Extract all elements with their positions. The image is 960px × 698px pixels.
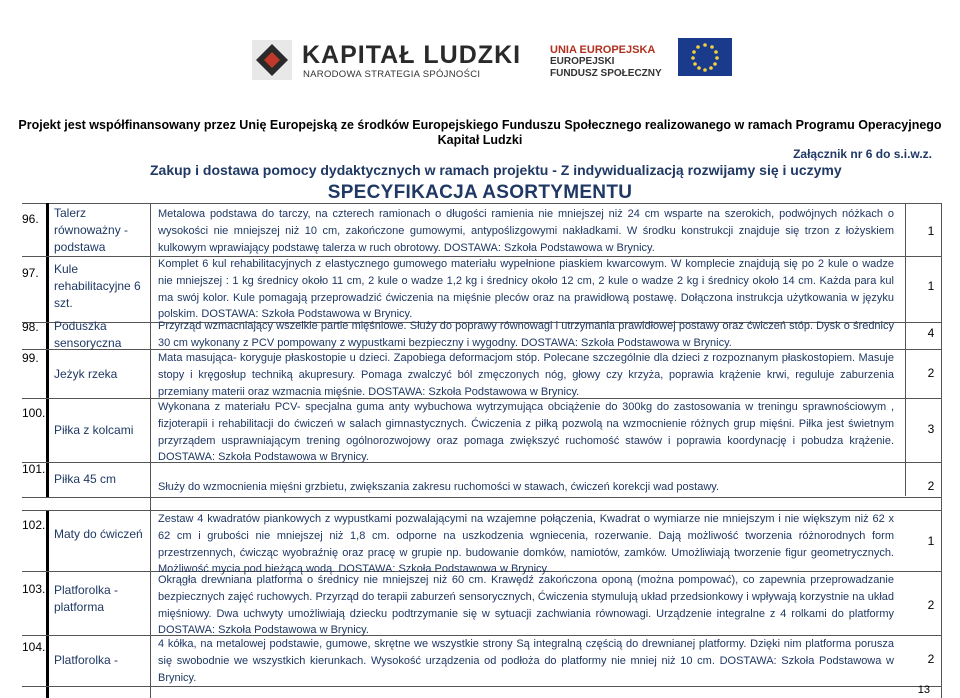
table-border-top <box>22 203 942 204</box>
table-thick-divider-lower <box>46 510 49 698</box>
row-name: Platforolka - platforma <box>54 583 119 614</box>
eu-flag-icon <box>678 38 732 76</box>
row-number: 96. <box>22 212 39 226</box>
row-quantity: 2 <box>927 598 935 612</box>
page-number: 13 <box>917 684 930 696</box>
row-name: Jeżyk rzeka <box>54 367 118 381</box>
eu-logo-text <box>550 44 662 80</box>
row-quantity: 1 <box>927 534 935 548</box>
row-description: Mata masująca- koryguje płaskostopie u dzieci. Zapobiega deformacjom stóp. Polecane szczególnie dla dzieci z rozpoznanym płaskostopiem. Masuje stopy i kręgosłup techniką akupresury. Pomaga zwalczyć ból zmęczonych nóg, głowy czy krzyża, poprawia krążenie krwi, reguluje zaburzenia przemiany materii oraz wzmacnia mięśnie. DOSTAWA: Szkoła Podstawowa w Brynicy. <box>158 352 894 398</box>
row-description: Metalowa podstawa do tarczy, na czterech ramionach o długości ramienia nie mniejszej niż 24 cm wsparte na szerokich, podwójnych nóżkach o wysokości nie mniejszej niż 10 cm, zakończone gumowymi, antypoślizgowymi nakładkami. W środku konstrukcji znajduje się trzon z łożyskiem kulkowym wprawiający podstawę talerza w ruch obrotowy. DOSTAWA: Szkoła Podstawowa w Brynicy. <box>158 208 894 254</box>
eu-line-1: UNIA EUROPEJSKA <box>550 44 656 56</box>
row-number: 104. <box>22 640 46 654</box>
kapital-ludzki-logo <box>250 38 522 83</box>
row-name: Maty do ćwiczeń <box>54 527 143 541</box>
row-description: Przyrząd wzmacniający wszelkie partie mięśniowe. Służy do poprawy równowagi i utrzymania prawidłowej postawy oraz ćwiczeń stóp. Dysk o średnicy 30 cm wykonany z PCV pompowany z wypustkami bezpieczny i wygodny. DOSTAWA: Szkoła Podstawowa w Brynicy. <box>158 320 894 349</box>
row-name: Talerz równoważny - podstawa <box>54 206 129 254</box>
row-name: Kule rehabilitacyjne 6 szt. <box>54 262 141 310</box>
eu-line-3: FUNDUSZ SPOŁECZNY <box>550 68 662 79</box>
row-number: 99. <box>22 351 39 365</box>
row-quantity: 3 <box>927 422 935 436</box>
row-name: Platforolka - <box>54 653 119 667</box>
row-number: 101. <box>22 462 46 476</box>
row-number: 100. <box>22 406 46 420</box>
row-name: Piłka z kolcami <box>54 423 134 437</box>
annex-label: Załącznik nr 6 do s.i.w.z. <box>793 147 932 161</box>
row-description: Komplet 6 kul rehabilitacyjnych z elastycznego gumowego materiału wypełnione piaskiem kwarcowym. W komplecie znajdują się po 2 kule o wadze nie mniejszej : 1 kg średnicy około 11 cm, 2 kule o wadze 1,2 kg i średnicy około 12 cm, 2 kule o wadze 2 kg i średnicy około 14 cm. Każda para kul ma swój kolor. Kule pomagają przeprowadzić ćwiczenia na mięśnie pleców oraz na prawidłową postawę. Dołączona instrukcja użytkowania w języku polskim. DOSTAWA: Szkoła Podstawowa w Brynicy. <box>158 258 894 321</box>
row-number: 97. <box>22 266 39 280</box>
row-name: Poduszka sensoryczna <box>54 319 122 350</box>
row-description: 4 kółka, na metalowej podstawie, gumowe, skrętne we wszystkie strony Są integralną częścią do drewnianej platformy. Dzięki nim platforma porusza się swobodnie we wszystkich kierunkach. Wysokość urządzenia od podłoża do platformy nie mniej niż 10 cm. DOSTAWA: Szkoła Podstawowa w Brynicy. <box>158 638 894 684</box>
row-quantity: 4 <box>927 326 935 340</box>
eu-line-2: EUROPEJSKI <box>550 56 615 67</box>
row-description: Wykonana z materiału PCV- specjalna guma anty wybuchowa wytrzymująca obciążenie do 300kg do zastosowania w treningu sprawnościowym , fizjoterapii i rehabilitacji do ćwiczeń w salach gimnastycznych. Ćwiczenia z piłką pozwolą na wzmocnienie różnych grup mięśni. Piłka jest świetnym przyrządem usprawniającym trening ogólnorozwojowy oraz pomaga zwiększyć ruchomość stawów i poprawia koordynację i pobudza krążenie. DOSTAWA: Szkoła Podstawowa w Brynicy. <box>158 401 894 464</box>
subject-title: Zakup i dostawa pomocy dydaktycznych w ramach projektu - Z indywidualizacją rozwijamy się i uczymy <box>150 162 842 178</box>
row-quantity: 2 <box>927 366 935 380</box>
spec-title: SPECYFIKACJA ASORTYMENTU <box>327 182 633 203</box>
row-quantity: 1 <box>927 279 935 293</box>
row-quantity: 1 <box>927 224 935 238</box>
row-name: Piłka 45 cm <box>54 472 117 486</box>
row-number: 98. <box>22 320 39 334</box>
kapital-ludzki-title: KAPITAŁ LUDZKI <box>302 41 522 69</box>
row-description: Zestaw 4 kwadratów piankowych z wypustkami pozwalającymi na wzajemne połączenia, Kwadrat o wymiarze nie mniejszym i nie większym niż 62 x 62 cm i grubości nie mniejszej niż 1,8 cm. odporne na uszkodzenia wgniecenia, rozerwanie. Dają możliwość tworzenia różnorodnych form przestrzennych, ćwicząc wyobraźnię oraz pracę w grupie np. budowanie domków, namiotów, zamków. Umożliwiają tworzenie figur geometrycznych. Możliwość mycia pod bieżącą wodą. DOSTAWA: Szkoła Podstawowa w Brynicy. <box>158 513 894 576</box>
cofinance-note-line-2: Kapitał Ludzki <box>437 133 523 147</box>
kapital-ludzki-emblem-icon <box>250 38 294 82</box>
cofinance-note-line-1: Projekt jest współfinansowany przez Unię Europejską ze środków Europejskiego Funduszu Społecznego realizowanego w ramach Programu Operacyjnego <box>18 118 942 132</box>
row-number: 102. <box>22 518 46 532</box>
row-number: 103. <box>22 582 46 596</box>
row-separator <box>22 497 942 498</box>
row-quantity: 2 <box>927 652 935 666</box>
kapital-ludzki-subtitle: NARODOWA STRATEGIA SPÓJNOŚCI <box>303 69 481 80</box>
row-description: Okrągła drewniana platforma o średnicy nie mniejszej niż 60 cm. Krawędź zakończona oponą (można pompować), co zapewnia przeprowadzanie bezpiecznych zajęć ruchowych. Przyrząd do terapii zaburzeń sensorycznych, Ćwiczenia stymulują układ przedsionkowy i wpływają korzystnie na układ mięśniowy. Dwa uchwyty umożliwiają dziecku podtrzymanie się w sytuacji zachwiania równowagi. Urządzenie integralne z 4 rolkami do platformy DOSTAWA: Szkoła Podstawowa w Brynicy. <box>158 574 894 637</box>
table-border-right <box>941 203 942 698</box>
row-quantity: 2 <box>927 479 935 493</box>
table-divider-name <box>150 203 151 698</box>
row-description: Służy do wzmocnienia mięśni grzbietu, zwiększania zakresu ruchomości w stawach, ćwiczeń korekcji wad postawy. <box>158 481 720 493</box>
eu-logo <box>550 38 710 88</box>
